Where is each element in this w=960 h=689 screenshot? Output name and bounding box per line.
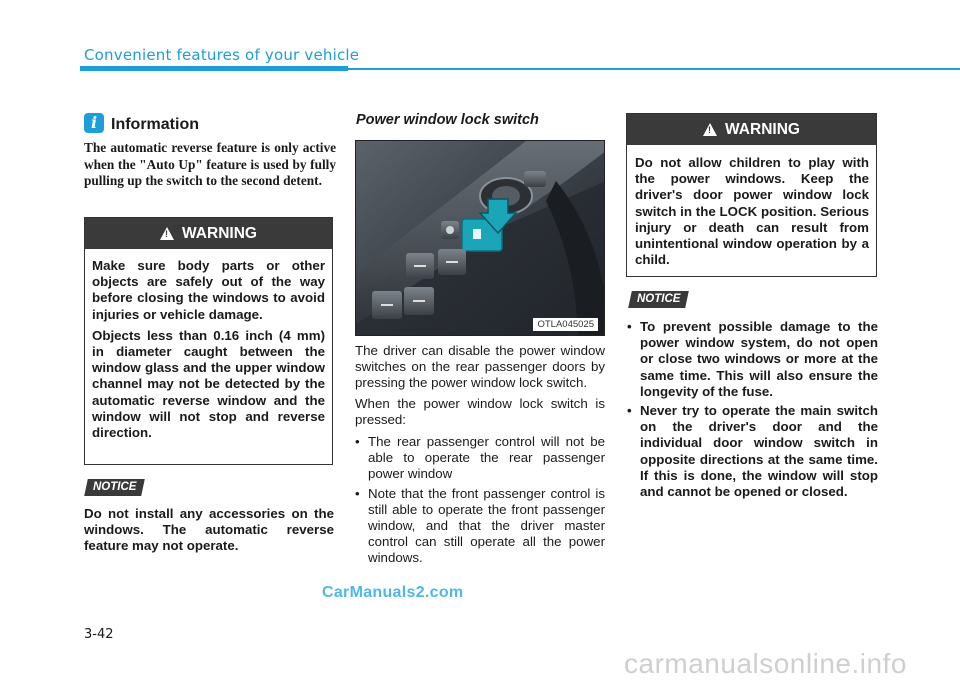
image-code: OTLA045025	[533, 318, 598, 331]
header-rule-thin	[348, 68, 960, 70]
information-title: Information	[111, 116, 199, 133]
header-rule	[80, 66, 348, 71]
warning-text	[92, 258, 325, 441]
notice-badge	[628, 291, 689, 308]
warning-paragraph: Make sure body parts or other objects are safely out of the way before closing the windows to avoid injuries or vehicle damage.	[92, 258, 325, 322]
warning-label: WARNING	[182, 224, 257, 242]
warning-box-2	[626, 113, 877, 277]
list-item: • Never try to operate the main switch on the driver's door and the individual door window switch in opposite directions at the same time. If this is done, the window will stop and cannot be opened or closed.	[626, 403, 878, 500]
warning-label: WARNING	[725, 120, 800, 138]
list-item: • Note that the front passenger control is still able to operate the front passenger window, and that the driver master control can still operate all the power windows.	[355, 486, 605, 565]
watermark-text: carmanualsonline.info	[624, 648, 907, 679]
list-item: • To prevent possible damage to the power window system, do not open or close two windows or more at the same time. This will also ensure the longevity of the fuse.	[626, 319, 878, 400]
notice-text: Do not install any accessories on the windows. The automatic reverse feature may not operate.	[84, 506, 334, 554]
window-switch-illustration	[356, 141, 605, 336]
notice-label: NOTICE	[93, 481, 137, 493]
list-item: • The rear passenger control will not be able to operate the rear passenger power window	[355, 434, 605, 481]
warning-box-1	[84, 217, 333, 465]
page-number: 3-42	[84, 627, 114, 642]
section-title: Convenient features of your vehicle	[84, 46, 360, 64]
section-heading: Power window lock switch	[356, 112, 539, 128]
warning-text: Do not allow children to play with the power windows. Keep the driver's door power window lock switch in the LOCK position. Serious injury or death can result from unintentional window operation by a child.	[635, 155, 869, 268]
window-switch-photo	[355, 140, 605, 336]
warning-triangle-icon	[160, 227, 174, 240]
info-icon: i	[84, 113, 104, 133]
bullet-list	[355, 434, 605, 565]
warning-header	[627, 114, 876, 145]
warning-triangle-icon	[703, 123, 717, 136]
notice-badge	[84, 479, 145, 496]
paragraph: The driver can disable the power window switches on the rear passenger doors by pressing the power window lock switch.	[355, 343, 605, 390]
information-body: The automatic reverse feature is only active when the "Auto Up" feature is used by fully pulling up the switch to the second detent.	[84, 140, 336, 189]
notice-list	[626, 319, 878, 503]
lock-switch-body	[355, 343, 605, 570]
warning-paragraph: Objects less than 0.16 inch (4 mm) in diameter caught between the window glass and the upper window channel may not be detected by the automatic reverse window and the window will not stop and reverse direction.	[92, 327, 325, 441]
watermark-link[interactable]: CarManuals2.com	[322, 584, 464, 601]
paragraph: When the power window lock switch is pressed:	[355, 396, 605, 428]
warning-header	[85, 218, 332, 249]
notice-label: NOTICE	[637, 293, 681, 305]
